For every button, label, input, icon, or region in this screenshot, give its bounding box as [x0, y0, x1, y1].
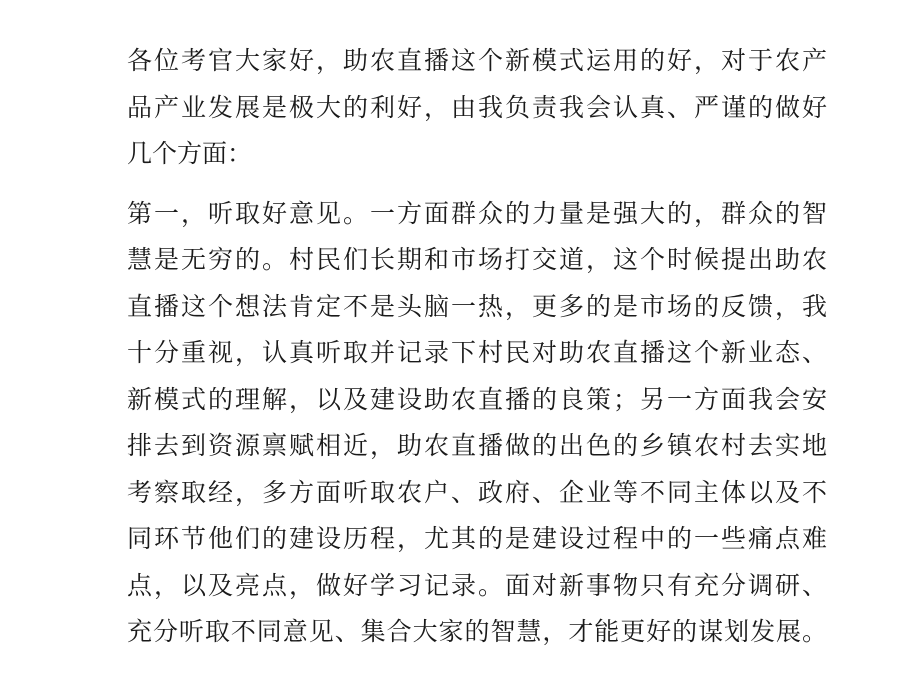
document-body: [127, 38, 827, 656]
text-line: 同环节他们的建设历程，尤其的是建设过程中的一些痛点难: [127, 524, 827, 553]
text-line: 几个方面：: [127, 139, 253, 168]
text-line: 品产业发展是极大的利好，由我负责我会认真、严谨的做好: [127, 92, 827, 122]
first-point-paragraph: [127, 191, 827, 656]
text-line: 直播这个想法肯定不是头脑一热，更多的是市场的反馈，我: [127, 291, 827, 321]
intro-paragraph: [127, 38, 827, 178]
text-line: 十分重视，认真听取并记录下村民对助农直播这个新业态、: [127, 338, 827, 367]
text-line: 新模式的理解，以及建设助农直播的良策；另一方面我会安: [127, 384, 827, 414]
text-line: 点，以及亮点，做好学习记录。面对新事物只有充分调研、: [127, 570, 827, 600]
text-line: 考察取经，多方面听取农户、政府、企业等不同主体以及不: [127, 477, 827, 507]
paragraph-spacer: [127, 178, 827, 191]
text-line: 排去到资源禀赋相近，助农直播做的出色的乡镇农村去实地: [127, 431, 827, 460]
text-line: 第一，听取好意见。一方面群众的力量是强大的，群众的智: [127, 198, 827, 228]
text-line: 慧是无穷的。村民们长期和市场打交道，这个时候提出助农: [127, 245, 827, 274]
text-line: 各位考官大家好，助农直播这个新模式运用的好，对于农产: [127, 46, 827, 75]
text-line: 充分听取不同意见、集合大家的智慧，才能更好的谋划发展。: [127, 617, 827, 646]
